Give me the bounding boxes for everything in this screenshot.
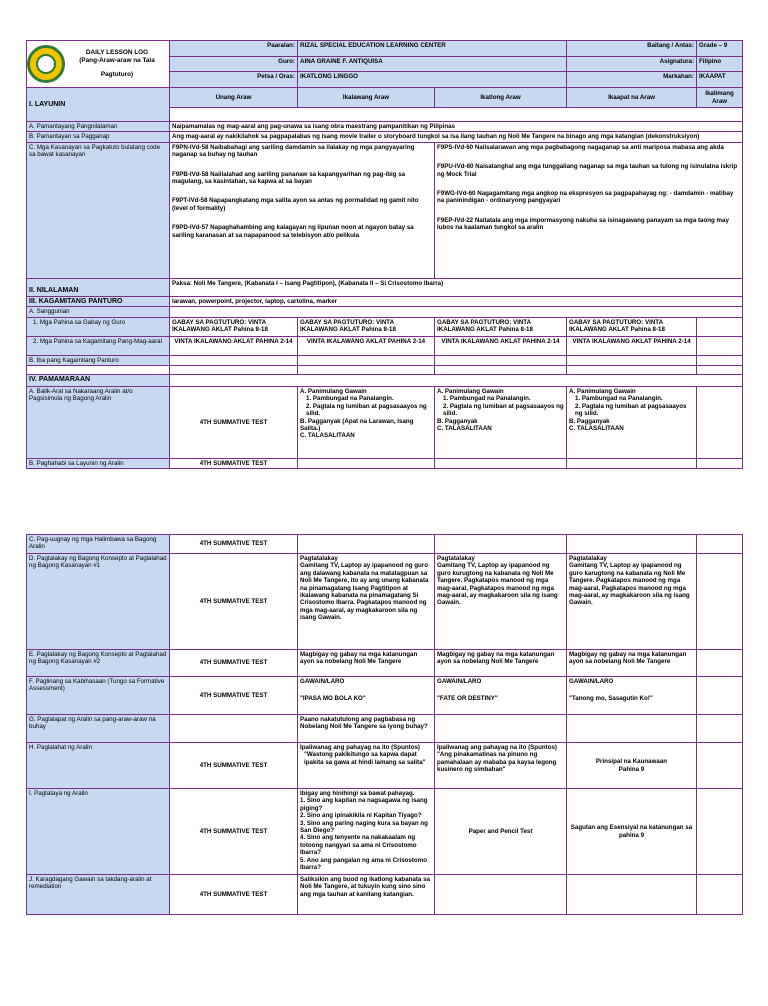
section-pamamaraan: IV. PAMAMARAAN <box>27 375 170 387</box>
p2-e-d4: Magbigay ng gabay na mga katanungan ayon sa nobelang Noli Me Tangere <box>567 650 697 677</box>
step-text: 2. Pagtala ng lumiban at pagsasaayos ng silid. <box>575 402 687 418</box>
day-header-5: Ikalimang Araw <box>697 88 743 108</box>
p2-f-label: F. Paglinang sa Kabihasaan (Tungo sa Formative Assessment) <box>27 677 170 715</box>
cell-text: 1. Sino ang kapitan na nagsagawa ng isang piging? <box>300 797 428 812</box>
p2-h-d4 <box>567 743 697 789</box>
baitang-value: Grade – 9 <box>697 41 743 57</box>
competency-7: F9WG-IVd-60 Nagagamitang mga angkop na ekspresyon sa pagpapahayag ng: - damdamin - matibay na paninindigan - ordinaryong pangyayari <box>437 190 734 205</box>
nilalaman-text: Paksa: Noli Me Tangere, (Kabanata I – Isang Pagtitipon), (Kabanata II – Si Crisostomo Ibarra) <box>170 278 743 296</box>
cell-text: 3. Sino ang paring naging kura sa bayan ng San Diego? <box>300 819 428 835</box>
competency-5: F9PS-IVd-60 Naiisalarawan ang mga pagbabagong nagaganap sa anti mariposa mabasa ang akda <box>437 143 724 151</box>
p2-i-label: I. Pagtataya ng Aralin <box>27 789 170 875</box>
sanggunian-label: A. Sanggunian <box>27 307 170 317</box>
markahan-value: IKAAPAT <box>697 72 743 88</box>
cell-heading: Pagtatalakay <box>300 555 338 562</box>
competency-3: F9PT-IVd-58 Napapangkatang mga salita ayon sa antas ng pormalidad ng gamit nito (level of formality) <box>172 197 419 212</box>
sanggunian-spacer <box>170 307 743 317</box>
p2-e-d3: Magbigay ng gabay na mga katanungan ayon sa nobelang Noli Me Tangere <box>435 650 567 677</box>
p2-d-d1: 4TH SUMMATIVE TEST <box>170 554 298 650</box>
cell-heading: Pagtatalakay <box>437 555 475 562</box>
p2-d-d2 <box>298 554 435 650</box>
step-text: C. TALASALITAAN <box>300 432 355 440</box>
p2-e-label: E. Pagtalakay ng Bagong Konsepto at Paglalahad ng Bagong Kasanayan #2 <box>27 650 170 677</box>
gabay-d4: GABAY SA PAGTUTURO: VINTA IKALAWANG AKLAT Pahina 8-18 <box>567 317 697 336</box>
step-text: 2. Pagtala ng lumiban at pagsasaayos ng silid. <box>443 402 564 418</box>
layunin-spacer <box>170 108 743 122</box>
cell-text: 4. Sino ang tenyente na nakakaalam ng totoong nangyari sa ama ni Crisostomo Ibarra? <box>300 834 417 857</box>
cell-text: Ibigay ang hinihingi sa bawat pahayag. <box>300 790 415 797</box>
asignatura-value: Filipino <box>697 56 743 72</box>
cell-heading: GAWAIN/LARO <box>437 678 482 685</box>
cell-text: "FATE OR DESTINY" <box>437 695 498 703</box>
kagamitang-d2: VINTA IKALAWANG AKLAT PAHINA 2-14 <box>298 336 435 355</box>
cell-text: 2. Sino ang ipinakikila ni Kapitan Tiyago? <box>300 812 422 820</box>
kagamitang-d5 <box>697 336 743 355</box>
step-text: C. TALASALITAAN <box>437 425 492 433</box>
p2-i-d2 <box>298 789 435 875</box>
competency-4: F9PD-IVd-57 Napaghahambing ang kalagayan ng lipunan noon at ngayon batay sa sariling karanasan at sa napapanood sa telebisyon at/o pelikula <box>172 224 414 239</box>
cell-heading: Prinsipal na Kaunawaan <box>595 758 668 766</box>
section-nilalaman: II. NILALAMAN <box>27 278 170 296</box>
step-text: B. Pagganyak <box>437 417 478 425</box>
cell-text: Gamitang TV, Laptop ay ipapanood ng guro karugtong na kabanata ng Noli Me Tangere. Pagkatapos manood ng mga mag-aaral, Pagkatapos manood ng mga mag-aaral, ay magkakaroon sila ng isang Gawain. <box>569 562 690 607</box>
gabay-d3: GABAY SA PAGTUTURO: VINTA IKALAWANG AKLAT Pahina 8-18 <box>435 317 567 336</box>
cell-heading: GAWAIN/LARO <box>569 678 614 685</box>
header-logo-title-cell <box>27 41 170 88</box>
title-line1: DAILY LESSON LOG <box>85 49 149 56</box>
p2-f-d4 <box>567 677 697 715</box>
p2-d-d3 <box>435 554 567 650</box>
competency-6: F9PU-IVd-60 Naisatanghal ang mga tunggaliang naganap sa mga tauhan sa tulong ng isinulatna iskrip ng Mock Trial <box>437 163 738 178</box>
p2-h-label: H. Paglalahat ng Aralin <box>27 743 170 789</box>
cell-text: "Tanong mo, Sasagutin Ko!" <box>569 695 653 703</box>
kagamitang-d3: VINTA IKALAWANG AKLAT PAHINA 2-14 <box>435 336 567 355</box>
cell-text: "Ang pinakamatinas na pinuno ng pamahalaan ay mababa pa kaysa legong kusinero ng simbahan" <box>437 751 557 774</box>
cell-heading: Pagtatalakay <box>569 555 607 562</box>
section-layunin: I. LAYUNIN <box>27 88 170 122</box>
lesson-log-table-page1 <box>26 40 743 469</box>
cell-text: 5. Ano ang pangalan ng ama ni Crisostomo Ibarra? <box>300 856 427 872</box>
p2-g-label: G. Paglalapat ng Aralin sa pang-araw-araw na buhay <box>27 715 170 743</box>
balik-d5 <box>697 387 743 459</box>
kagamitang-d1: VINTA IKALAWANG AKLAT PAHINA 2-14 <box>170 336 298 355</box>
balik-label: A. Balik-Aral sa Nakaraang Aralin at/o Pagsisimula ng Bagong Aralin <box>27 387 170 459</box>
section-kagamitan: III. KAGAMITANG PANTURO <box>27 296 170 306</box>
p2-g-d2: Paano nakatutulong ang pagbabasa ng Nobelang Noli Me Tangere sa iyong buhay? <box>298 715 435 743</box>
baitang-label: Baitang / Antas: <box>567 41 697 57</box>
kagamitang-d4: VINTA IKALAWANG AKLAT PAHINA 2-14 <box>567 336 697 355</box>
title-line2: (Pang-Araw-araw na Tala <box>79 57 155 64</box>
balik-d3 <box>435 387 567 459</box>
row-a-label: A. Pamantayang Pangnilalaman <box>27 122 170 132</box>
p2-j-label: J. Karagdagang Gawain sa takdang-aralin at remediation <box>27 875 170 915</box>
competency-2: F9PB-IVd-58 Naiilalahad ang sariling pananaw sa kapangyarihan ng pag-ibig sa magulang, sa kasintahan, sa kapwa at sa bayan <box>172 170 406 186</box>
p2-e-d1: 4TH SUMMATIVE TEST <box>170 650 298 677</box>
p2-d-d4 <box>567 554 697 650</box>
lesson-log-table-page2 <box>26 534 743 915</box>
competency-8: F9EP-IVd-22 Naitatala ang mga impormasyong nakuha sa isinagawang panayam sa mga taong may lubos na kaalaman tungkol sa aralin <box>437 216 729 232</box>
p2-d-label: D. Pagtalakay ng Bagong Konsepto at Paglalahad ng Bagong Kasanayan #1 <box>27 554 170 650</box>
cell-text: Pahina 9 <box>618 765 645 773</box>
petsa-value: IKATLONG LINGGO <box>298 72 567 88</box>
balik-d4 <box>567 387 697 459</box>
paghahabi-label: B. Paghahabi sa Layunin ng Aralin <box>27 459 170 469</box>
p2-c-label: C. Pag-uugnay ng mga Halimbawa sa Bagong Aralin <box>27 535 170 554</box>
balik-d1: 4TH SUMMATIVE TEST <box>170 387 298 459</box>
p2-h-d1: 4TH SUMMATIVE TEST <box>170 743 298 789</box>
paaralan-label: Paaralan: <box>170 41 298 57</box>
cell-text: Gamitang TV, Laptop ay ipapanood ng guro kurugtong na kabanata ng Noli Me Tangere. Pagkatapos manood ng mga mag-aaral, Pagkatapos manood ng mga mag-aaral, ay magkakaroon sila ng isang Gawain. <box>437 562 558 607</box>
iba-label: B. Iba pang Kagamitang Panturo <box>27 355 170 365</box>
guro-label: Guro: <box>170 56 298 72</box>
p2-h-d3 <box>435 743 567 789</box>
day-header-4: Ikaapat na Araw <box>567 88 697 108</box>
row-a-text: Naipamamalas ng mag-aaral ang pag-unawa sa isang obra maestrang pampanitikan ng Pilipinas <box>170 122 743 132</box>
step-text: C. TALASALITAAN <box>569 425 624 433</box>
row-c-label: C. Mga Kasanayan sa Pagkatuto bulatang code sa bawat kasanayan <box>27 142 170 278</box>
p2-j-d1: 4TH SUMMATIVE TEST <box>170 875 298 915</box>
asignatura-label: Asignatura: <box>567 56 697 72</box>
cell-heading: GAWAIN/LARO <box>300 678 345 685</box>
kagamitang-label: 2. Mga Pahina sa Kagamitang Pang-Mag-aaral <box>27 336 170 355</box>
p2-f-d2 <box>298 677 435 715</box>
petsa-label: Petsa / Oras: <box>170 72 298 88</box>
cell-text: "IPASA MO BOLA KO" <box>300 695 366 703</box>
title-line3: Pagtuturo) <box>100 71 134 78</box>
p2-f-d3 <box>435 677 567 715</box>
gabay-d5 <box>697 317 743 336</box>
gabay-d1: GABAY SA PAGTUTURO: VINTA IKALAWANG AKLAT Pahina 8-18 <box>170 317 298 336</box>
pamamaraan-spacer <box>170 375 743 387</box>
kagamitan-text: larawan, powerpoint, projector, laptop, cartolina, marker <box>170 296 743 306</box>
gabay-d2: GABAY SA PAGTUTURO: VINTA IKALAWANG AKLAT Pahina 8-18 <box>298 317 435 336</box>
step-text: A. Panimulang Gawain <box>569 388 636 396</box>
p2-j-d2: Saliksikin ang buod ng ikatlong kabanata sa Noli Me Tangere, at tukuyin kung sino sino ang mga tauhan at kanilang katangian. <box>298 875 435 915</box>
school-seal-icon <box>27 45 65 83</box>
balik-d2 <box>298 387 435 459</box>
row-b-text: Ang mag-aaral ay nakikilahok sa pagpapalabas ng isang movie trailer o storyboard tungkol sa isa ilang tauhan ng Noli Me Tangere na binago ang mga katangian (dekonstruksiyon) <box>170 132 743 142</box>
paaralan-value: RIZAL SPECIAL EDUCATION LEARNING CENTER <box>298 41 567 57</box>
row-b-label: B. Pamantayan sa Pagganap <box>27 132 170 142</box>
cell-heading: Ipaliwanag ang pahayag na ito (Spuntos) <box>300 744 420 751</box>
day-header-1: Unang Araw <box>170 88 298 108</box>
day-header-3: Ikatlong Araw <box>435 88 567 108</box>
paghahabi-d1: 4TH SUMMATIVE TEST <box>170 459 298 469</box>
markahan-label: Markahan: <box>567 72 697 88</box>
step-text: B. Pagganyak <box>569 417 610 425</box>
p2-i-d3: Paper and Pencil Test <box>435 789 567 875</box>
step-text: B. Pagganyak (Apat na Larawan, Isang Salita.) <box>300 417 414 433</box>
step-text: A. Panimulang Gawain <box>300 388 367 396</box>
cell-text: Gamitang TV, Laptop ay ipapanood ng guro ang dalawang kabanata na matatagpuan sa Noli Me Tangere, ito ay ang unang kabanata na pinamagatang Isang Pagtitipon at ikalawang kabanata na pinamagatang Si Crisostomo Ibarra. Pagkatapos manood ng mga mag-aaral, ay magkakaroon sila ng isang Gawain. <box>300 562 429 622</box>
p2-i-d4: Sagutan ang Esensiyal na katanungan sa pahina 9 <box>567 789 697 875</box>
day-header-2: Ikalawang Araw <box>298 88 435 108</box>
gabay-label: 1. Mga Pahina sa Gabay ng Guro <box>27 317 170 336</box>
step-text: 1. Pambungad na Panalangin. <box>575 395 663 403</box>
p2-h-d2 <box>298 743 435 789</box>
p2-e-d2: Magbigay ng gabay na mga katanungan ayon sa nobelang Noli Me Tangere <box>298 650 435 677</box>
competency-1: F9PN-IVd-58 Naibabahagi ang sariling damdamin sa ilalakay ng mga pangyayaring naganap sa buhay ng tauhan <box>172 143 415 159</box>
row-c-right <box>435 142 743 278</box>
p2-i-d1: 4TH SUMMATIVE TEST <box>170 789 298 875</box>
cell-heading: Ipaliwanag ang pahayag na ito (Spuntos) <box>437 744 557 751</box>
cell-text: "Wastong pakikitungo sa kapwa dapat ipakita sa gawa at hindi lamang sa salita" <box>304 751 426 766</box>
step-text: 2. Pagtala ng lumiban at pagsasaayos ng silid. <box>306 402 427 418</box>
step-text: 1. Pambungad na Panalangin. <box>443 395 531 403</box>
p2-c-d1: 4TH SUMMATIVE TEST <box>170 535 298 554</box>
p2-f-d1: 4TH SUMMATIVE TEST <box>170 677 298 715</box>
guro-value: AINA GRAINE F. ANTIQUISA <box>298 56 567 72</box>
step-text: 1. Pambungad na Panalangin. <box>306 395 394 403</box>
step-text: A. Panimulang Gawain <box>437 388 504 396</box>
row-c-left <box>170 142 435 278</box>
